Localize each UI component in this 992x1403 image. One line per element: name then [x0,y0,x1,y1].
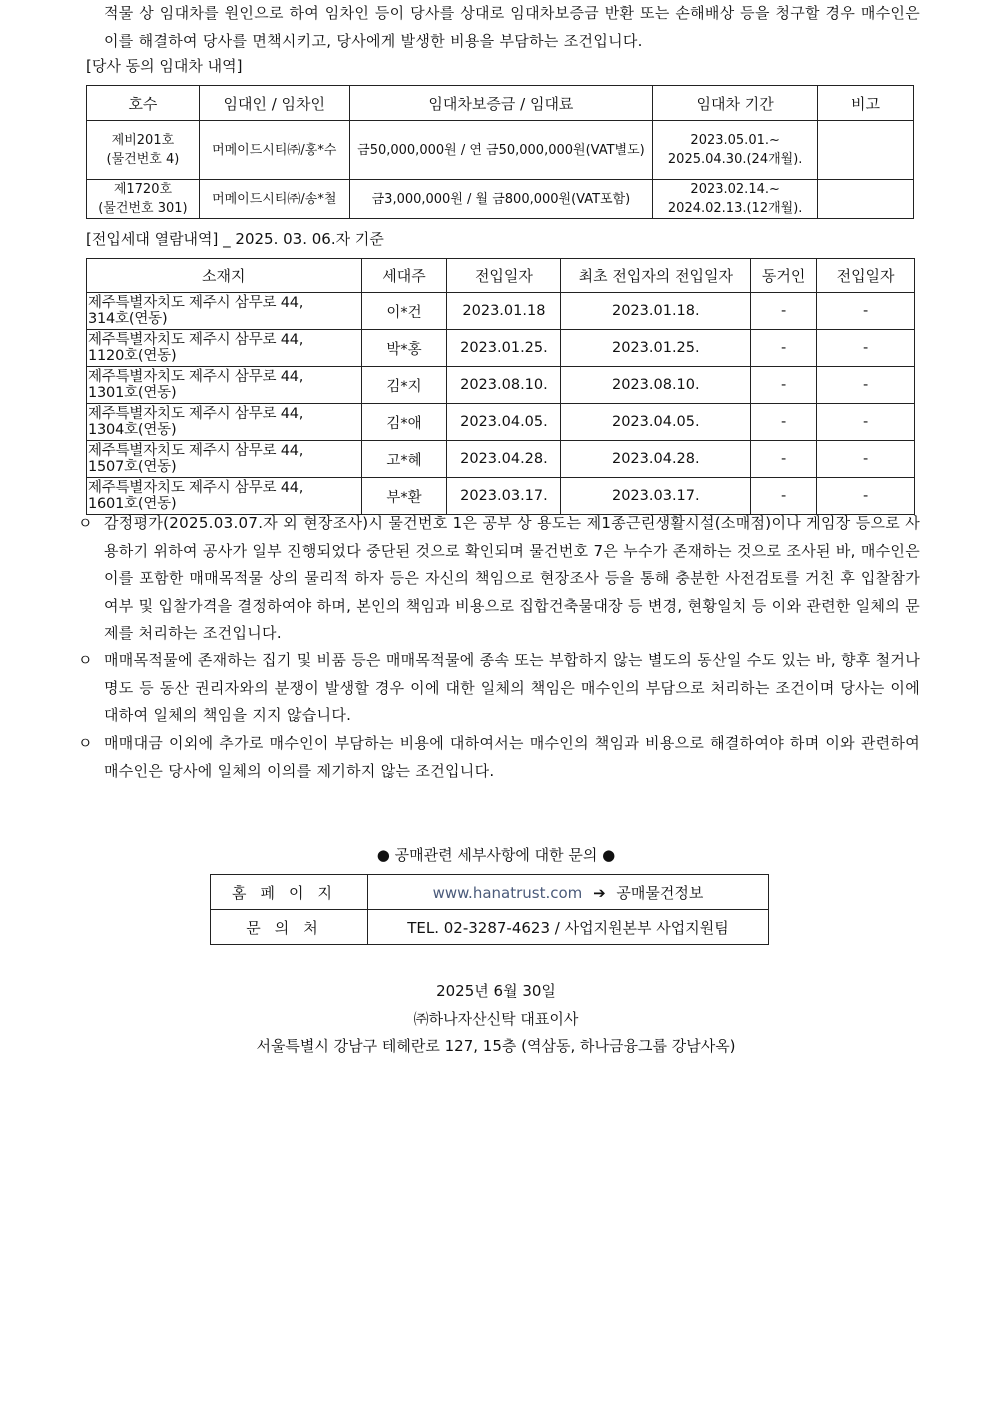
resident-address-line2: 1601호(연동) [88,496,177,512]
resident-address-cell [87,367,362,404]
resident-section-label: [전입세대 열람내역] _ 2025. 03. 06.자 기준 [86,230,384,248]
resident-first-moved-in-cell: 2023.01.25. [561,330,751,367]
resident-address-line1: 제주특별자치도 제주시 삼무로 44, [88,406,304,422]
resident-cohabitant-cell: - [751,404,817,441]
inquiry-table [210,874,769,945]
arrow-right-icon: ➔ [593,883,606,902]
resident-address-line2: 1120호(연동) [88,348,177,364]
lease-unit-line2: (물건번호 301) [98,201,188,216]
resident-address-line1: 제주특별자치도 제주시 삼무로 44, [88,295,304,311]
lease-unit-cell [87,121,200,180]
resident-first-moved-in-cell: 2023.04.05. [561,404,751,441]
resident-address-line1: 제주특별자치도 제주시 삼무로 44, [88,332,304,348]
resident-header-cohabitant: 동거인 [751,259,817,293]
lease-period-cell [653,121,818,180]
condition-item [78,647,920,730]
condition-text: 감정평가(2025.03.07.자 외 현장조사)시 물건번호 1은 공부 상 용도는 제1종근린생활시설(소매점)이나 게임장 등으로 사용하기 위하여 공사가 일부 진행되었다 중단된 것으로 확인되며 물건번호 7은 누수가 존재하는 것으로 조사된 바, 매수인은 이를 포함한 매매목적물 상의 물리적 하자 등은 자신의 책임으로 현장조사 등을 통해 충분한 사전검토를 거친 후 입찰참가여부 및 입찰가격을 결정하여야 하며, 본인의 책임과 비용으로 집합건축물대장 등 변경, 현황일치 등 이와 관련한 일체의 문제를 처리하는 조건입니다. [104,514,920,642]
resident-cohabitant-cell: - [751,293,817,330]
lease-parties-cell: 머메이드시티㈜/송*철 [199,180,349,219]
lease-unit-cell [87,180,200,219]
resident-moved-in-cell: 2023.08.10. [447,367,561,404]
lease-period-line2: 2024.02.13.(12개월). [667,201,803,216]
resident-first-moved-in-cell: 2023.04.28. [561,441,751,478]
resident-header-address: 소재지 [87,259,362,293]
resident-address-cell [87,330,362,367]
footer-date: 2025년 6월 30일 [436,982,556,1000]
resident-moved-in-cell: 2023.04.05. [447,404,561,441]
table-row [87,330,915,367]
lease-section-label: [당사 동의 임대차 내역] [86,57,243,75]
homepage-label: 홈페이지 [211,875,368,910]
lease-deposit-cell: 금3,000,000원 / 월 금800,000원(VAT포함) [349,180,653,219]
table-row [87,293,915,330]
lease-table-header-row [87,86,914,121]
intro-paragraph: 적물 상 임대차를 원인으로 하여 임차인 등이 당사를 상대로 임대차보증금 반환 또는 손해배상 등을 청구할 경우 매수인은 이를 해결하여 당사를 면책시키고, 당사에게 발생한 비용을 부담하는 조건입니다. [104,4,920,50]
lease-header-unit: 호수 [87,86,200,121]
resident-first-moved-in-cell: 2023.08.10. [561,367,751,404]
resident-co-moved-in-cell: - [817,330,915,367]
resident-moved-in-cell: 2023.04.28. [447,441,561,478]
resident-address-line2: 1301호(연동) [88,385,177,401]
resident-head-cell: 고*혜 [361,441,447,478]
resident-address-line1: 제주특별자치도 제주시 삼무로 44, [88,480,304,496]
lease-period-line2: 2025.04.30.(24개월). [667,152,803,167]
lease-deposit-cell: 금50,000,000원 / 연 금50,000,000원(VAT별도) [349,121,653,180]
homepage-cell [368,875,769,910]
resident-first-moved-in-cell: 2023.01.18. [561,293,751,330]
table-row [87,478,915,515]
lease-table [86,85,914,219]
lease-period-line1: 2023.02.14.~ [690,182,780,197]
homepage-target: 공매물건정보 [616,883,704,902]
condition-text: 매매목적물에 존재하는 집기 및 비품 등은 매매목적물에 종속 또는 부합하지 않는 별도의 동산일 수도 있는 바, 향후 철거나 명도 등 동산 권리자와의 분쟁이 발생할 경우 이에 대한 일체의 책임은 매수인의 부담으로 처리하는 조건이며 당사는 이에 대하여 일체의 책임을 지지 않습니다. [104,651,920,724]
table-row [87,367,915,404]
resident-address-cell [87,293,362,330]
condition-text: 매매대금 이외에 추가로 매수인이 부담하는 비용에 대하여서는 매수인의 책임과 비용으로 해결하여야 하며 이와 관련하여 매수인은 당사에 일체의 이의를 제기하지 않는 조건입니다. [104,734,920,780]
lease-note-cell [818,121,914,180]
lease-header-deposit: 임대차보증금 / 임대료 [349,86,653,121]
resident-address-line2: 1507호(연동) [88,459,177,475]
resident-co-moved-in-cell: - [817,367,915,404]
lease-unit-line2: (물건번호 4) [106,152,180,167]
resident-head-cell: 김*애 [361,404,447,441]
table-row [87,404,915,441]
table-row [87,441,915,478]
resident-table [86,258,915,515]
resident-address-cell [87,478,362,515]
resident-address-line2: 1304호(연동) [88,422,177,438]
table-row [211,910,769,945]
resident-address-cell [87,441,362,478]
resident-first-moved-in-cell: 2023.03.17. [561,478,751,515]
lease-header-note: 비고 [818,86,914,121]
resident-head-cell: 이*건 [361,293,447,330]
table-row [87,121,914,180]
resident-address-line1: 제주특별자치도 제주시 삼무로 44, [88,369,304,385]
resident-head-cell: 박*홍 [361,330,447,367]
table-row [87,180,914,219]
resident-moved-in-cell: 2023.01.25. [447,330,561,367]
bullet-mark: ㅇ [78,514,93,532]
resident-header-head: 세대주 [361,259,447,293]
contact-label: 문의처 [211,910,368,945]
resident-co-moved-in-cell: - [817,478,915,515]
inquiry-title: ● 공매관련 세부사항에 대한 문의 ● [376,846,616,864]
resident-cohabitant-cell: - [751,367,817,404]
contact-value: TEL. 02-3287-4623 / 사업지원본부 사업지원팀 [368,910,769,945]
lease-period-line1: 2023.05.01.~ [690,133,780,148]
resident-co-moved-in-cell: - [817,293,915,330]
resident-address-line2: 314호(연동) [88,311,168,327]
bullet-mark: ㅇ [78,651,93,669]
resident-co-moved-in-cell: - [817,441,915,478]
resident-cohabitant-cell: - [751,478,817,515]
table-row [211,875,769,910]
lease-unit-line1: 제1720호 [113,182,173,197]
resident-address-cell [87,404,362,441]
resident-header-first-moved-in: 최초 전입자의 전입일자 [561,259,751,293]
resident-co-moved-in-cell: - [817,404,915,441]
lease-unit-line1: 제비201호 [111,133,175,148]
resident-head-cell: 김*지 [361,367,447,404]
condition-item [78,510,920,648]
lease-header-period: 임대차 기간 [653,86,818,121]
resident-cohabitant-cell: - [751,441,817,478]
resident-address-line1: 제주특별자치도 제주시 삼무로 44, [88,443,304,459]
lease-note-cell [818,180,914,219]
resident-header-moved-in: 전입일자 [447,259,561,293]
resident-moved-in-cell: 2023.03.17. [447,478,561,515]
resident-moved-in-cell: 2023.01.18 [447,293,561,330]
footer-company: ㈜하나자산신탁 대표이사 [413,1010,579,1028]
lease-period-cell [653,180,818,219]
resident-head-cell: 부*환 [361,478,447,515]
resident-header-co-moved-in: 전입일자 [817,259,915,293]
footer-address: 서울특별시 강남구 테헤란로 127, 15층 (역삼동, 하나금융그룹 강남사옥) [256,1037,736,1055]
condition-item [78,730,920,785]
resident-table-header-row [87,259,915,293]
bullet-mark: ㅇ [78,734,93,752]
lease-header-parties: 임대인 / 임차인 [199,86,349,121]
lease-parties-cell: 머메이드시티㈜/홍*수 [199,121,349,180]
homepage-link[interactable]: www.hanatrust.com [432,883,583,902]
resident-cohabitant-cell: - [751,330,817,367]
